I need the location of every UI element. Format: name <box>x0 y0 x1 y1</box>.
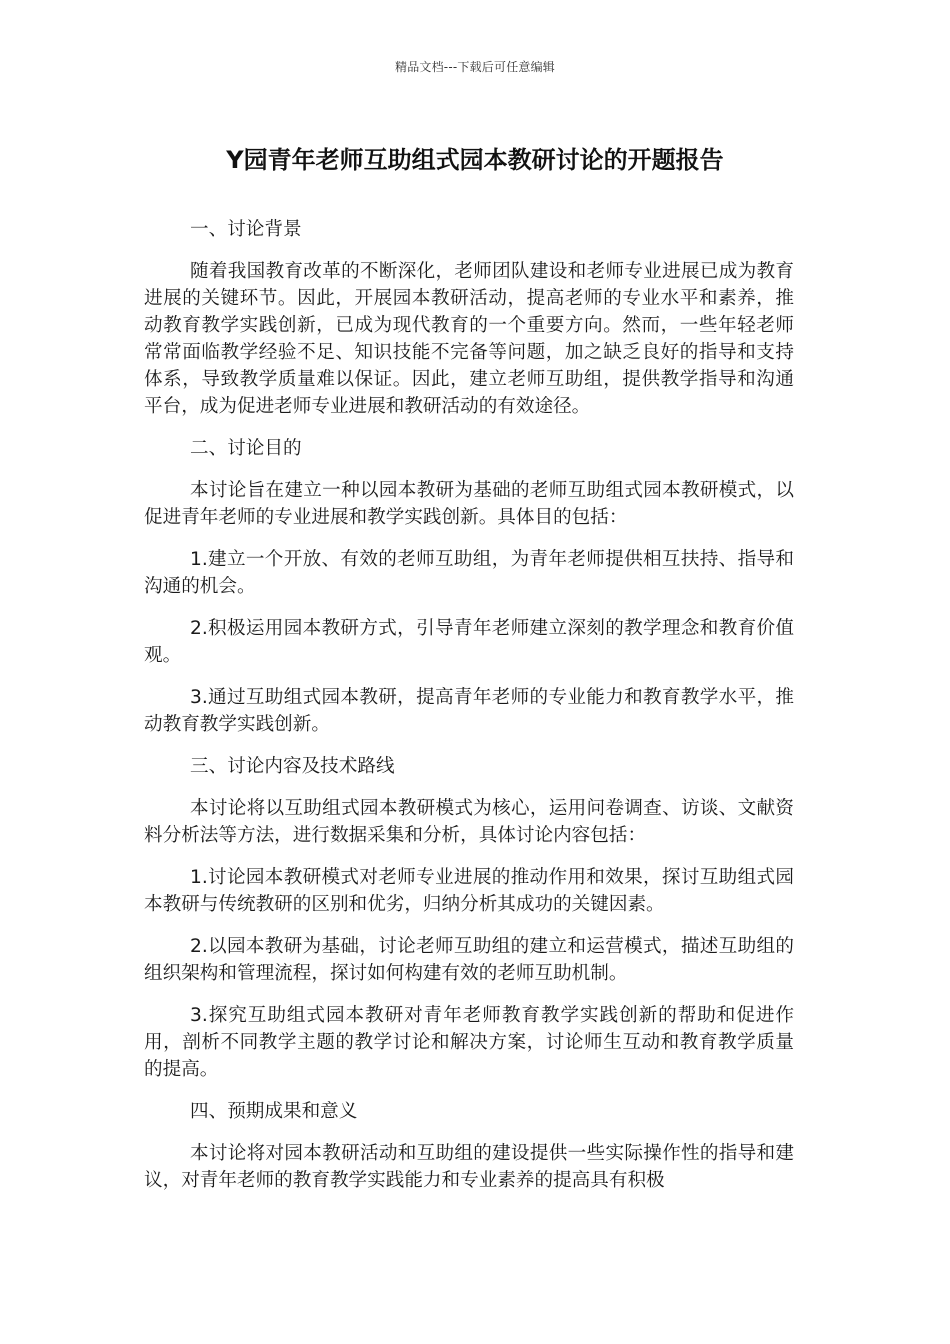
section-heading-purpose: 二、讨论目的 <box>190 438 302 459</box>
paragraph-purpose-1: 1.建立一个开放、有效的老师互助组，为青年老师提供相互扶持、指导和沟通的机会。 <box>144 549 794 597</box>
section-heading-content: 三、讨论内容及技术路线 <box>190 756 395 777</box>
paragraph-content-1: 1.讨论园本教研模式对老师专业进展的推动作用和效果，探讨互助组式园本教研与传统教研的区别和优劣，归纳分析其成功的关键因素。 <box>144 867 794 915</box>
section-heading-outcomes: 四、预期成果和意义 <box>190 1101 358 1122</box>
paragraph-purpose-intro: 本讨论旨在建立一种以园本教研为基础的老师互助组式园本教研模式，以促进青年老师的专业进展和教学实践创新。具体目的包括： <box>144 480 794 528</box>
document-body <box>144 216 794 1209</box>
paragraph-content-3: 3.探究互助组式园本教研对青年老师教育教学实践创新的帮助和促进作用，剖析不同教学主题的教学讨论和解决方案，讨论师生互动和教育教学质量的提高。 <box>144 1005 794 1080</box>
section-heading-background: 一、讨论背景 <box>190 219 302 240</box>
paragraph-background: 随着我国教育改革的不断深化，老师团队建设和老师专业进展已成为教育进展的关键环节。因此，开展园本教研活动，提高老师的专业水平和素养，推动教育教学实践创新，已成为现代教育的一个重要方向。然而，一些年轻老师常常面临教学经验不足、知识技能不完备等问题，加之缺乏良好的指导和支持体系，导致教学质量难以保证。因此，建立老师互助组，提供教学指导和沟通平台，成为促进老师专业进展和教研活动的有效途径。 <box>144 261 794 417</box>
paragraph-outcomes: 本讨论将对园本教研活动和互助组的建设提供一些实际操作性的指导和建议，对青年老师的教育教学实践能力和专业素养的提高具有积极 <box>144 1143 794 1191</box>
paragraph-content-2: 2.以园本教研为基础，讨论老师互助组的建立和运营模式，描述互助组的组织架构和管理流程，探讨如何构建有效的老师互助机制。 <box>144 936 794 984</box>
paragraph-content-intro: 本讨论将以互助组式园本教研模式为核心，运用问卷调查、访谈、文献资料分析法等方法，进行数据采集和分析，具体讨论内容包括： <box>144 798 794 846</box>
paragraph-purpose-2: 2.积极运用园本教研方式，引导青年老师建立深刻的教学理念和教育价值观。 <box>144 618 794 666</box>
document-title: Y园青年老师互助组式园本教研讨论的开题报告 <box>226 146 724 174</box>
paragraph-purpose-3: 3.通过互助组式园本教研，提高青年老师的专业能力和教育教学水平，推动教育教学实践创新。 <box>144 687 794 735</box>
header-note: 精品文档---下载后可任意编辑 <box>395 60 555 74</box>
